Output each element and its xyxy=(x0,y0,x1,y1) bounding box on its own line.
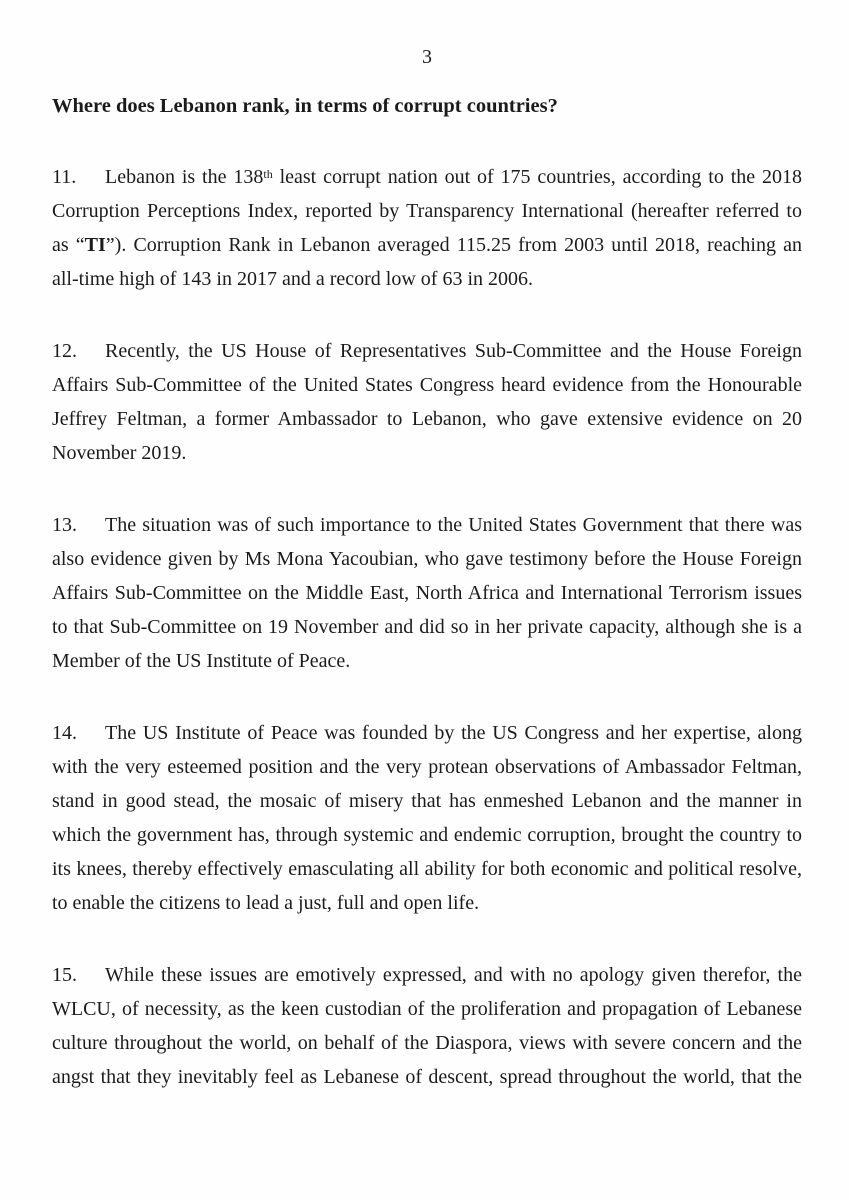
text-segment: Member of the US Institute of Peace. xyxy=(52,650,351,672)
text-segment: The situation was of such importance to the United States Government that there was xyxy=(105,514,802,536)
text-line xyxy=(52,508,802,542)
text-line xyxy=(52,542,802,576)
page-number: 3 xyxy=(422,46,432,68)
text-segment: with the very esteemed position and the very protean observations of Ambassador Feltman, xyxy=(52,756,802,778)
text-segment: While these issues are emotively expressed, and with no apology given therefor, the xyxy=(105,964,802,986)
text-line xyxy=(52,402,802,436)
text-segment: as “ xyxy=(52,234,85,256)
text-line xyxy=(52,886,802,920)
text-segment: Recently, the US House of Representatives Sub-Committee and the House Foreign xyxy=(105,340,802,362)
text-segment: WLCU, of necessity, as the keen custodian of the proliferation and propagation of Lebanese xyxy=(52,998,802,1020)
text-line xyxy=(52,818,802,852)
text-segment: November 2019. xyxy=(52,442,187,464)
text-segment: its knees, thereby effectively emasculating all ability for both economic and political resolve, xyxy=(52,858,802,880)
text-segment: stand in good stead, the mosaic of misery that has enmeshed Lebanon and the manner in xyxy=(52,790,802,812)
text-line xyxy=(52,576,802,610)
paragraph-13 xyxy=(52,508,802,678)
text-segment: all-time high of 143 in 2017 and a record low of 63 in 2006. xyxy=(52,268,534,290)
text-line xyxy=(52,368,802,402)
text-line xyxy=(52,644,802,678)
text-segment: which the government has, through systemic and endemic corruption, brought the country to xyxy=(52,824,802,846)
text-line xyxy=(52,228,802,262)
paragraph-15 xyxy=(52,958,802,1094)
text-segment: Affairs Sub-Committee of the United States Congress heard evidence from the Honourable xyxy=(52,374,802,396)
text-segment: The US Institute of Peace was founded by the US Congress and her expertise, along xyxy=(105,722,802,744)
text-line xyxy=(52,334,802,368)
text-segment: to that Sub-Committee on 19 November and did so in her private capacity, although she is a xyxy=(52,616,802,638)
text-line xyxy=(52,160,802,194)
text-segment: culture throughout the world, on behalf of the Diaspora, views with severe concern and the xyxy=(52,1032,802,1054)
text-line xyxy=(52,852,802,886)
paragraph-14 xyxy=(52,716,802,920)
text-segment: least corrupt nation out of 175 countries, according to the 2018 xyxy=(272,166,803,188)
text-line xyxy=(52,262,802,296)
text-line xyxy=(52,750,802,784)
paragraph-number: 15. xyxy=(52,964,77,986)
section-heading: Where does Lebanon rank, in terms of corrupt countries? xyxy=(52,95,558,117)
paragraph-number: 11. xyxy=(52,166,77,188)
paragraph-12 xyxy=(52,334,802,470)
paragraph-number: 12. xyxy=(52,340,77,362)
text-segment: also evidence given by Ms Mona Yacoubian, who gave testimony before the House Foreign xyxy=(52,548,802,570)
text-line xyxy=(52,784,802,818)
text-segment: Jeffrey Feltman, a former Ambassador to Lebanon, who gave extensive evidence on 20 xyxy=(52,408,802,430)
text-line xyxy=(52,1060,802,1094)
text-line xyxy=(52,610,802,644)
text-segment: angst that they inevitably feel as Lebanese of descent, spread throughout the world, that the xyxy=(52,1066,802,1088)
text-line xyxy=(52,194,802,228)
paragraphs-container xyxy=(52,160,802,1094)
bold-term: TI xyxy=(84,234,106,256)
superscript-text: th xyxy=(263,166,273,181)
text-segment: to enable the citizens to lead a just, full and open life. xyxy=(52,892,480,914)
text-line xyxy=(52,1026,802,1060)
paragraph-number: 13. xyxy=(52,514,77,536)
text-line xyxy=(52,436,802,470)
text-line xyxy=(52,716,802,750)
text-segment: ”). Corruption Rank in Lebanon averaged 115.25 from 2003 until 2018, reaching an xyxy=(105,234,802,256)
text-line xyxy=(52,958,802,992)
paragraph-number: 14. xyxy=(52,722,77,744)
text-segment: Affairs Sub-Committee on the Middle East, North Africa and International Terrorism issues xyxy=(52,582,802,604)
text-segment: Corruption Perceptions Index, reported by Transparency International (hereafter referred to xyxy=(52,200,802,222)
paragraph-11 xyxy=(52,160,802,296)
text-line xyxy=(52,992,802,1026)
text-segment: Lebanon is the 138 xyxy=(105,166,264,188)
